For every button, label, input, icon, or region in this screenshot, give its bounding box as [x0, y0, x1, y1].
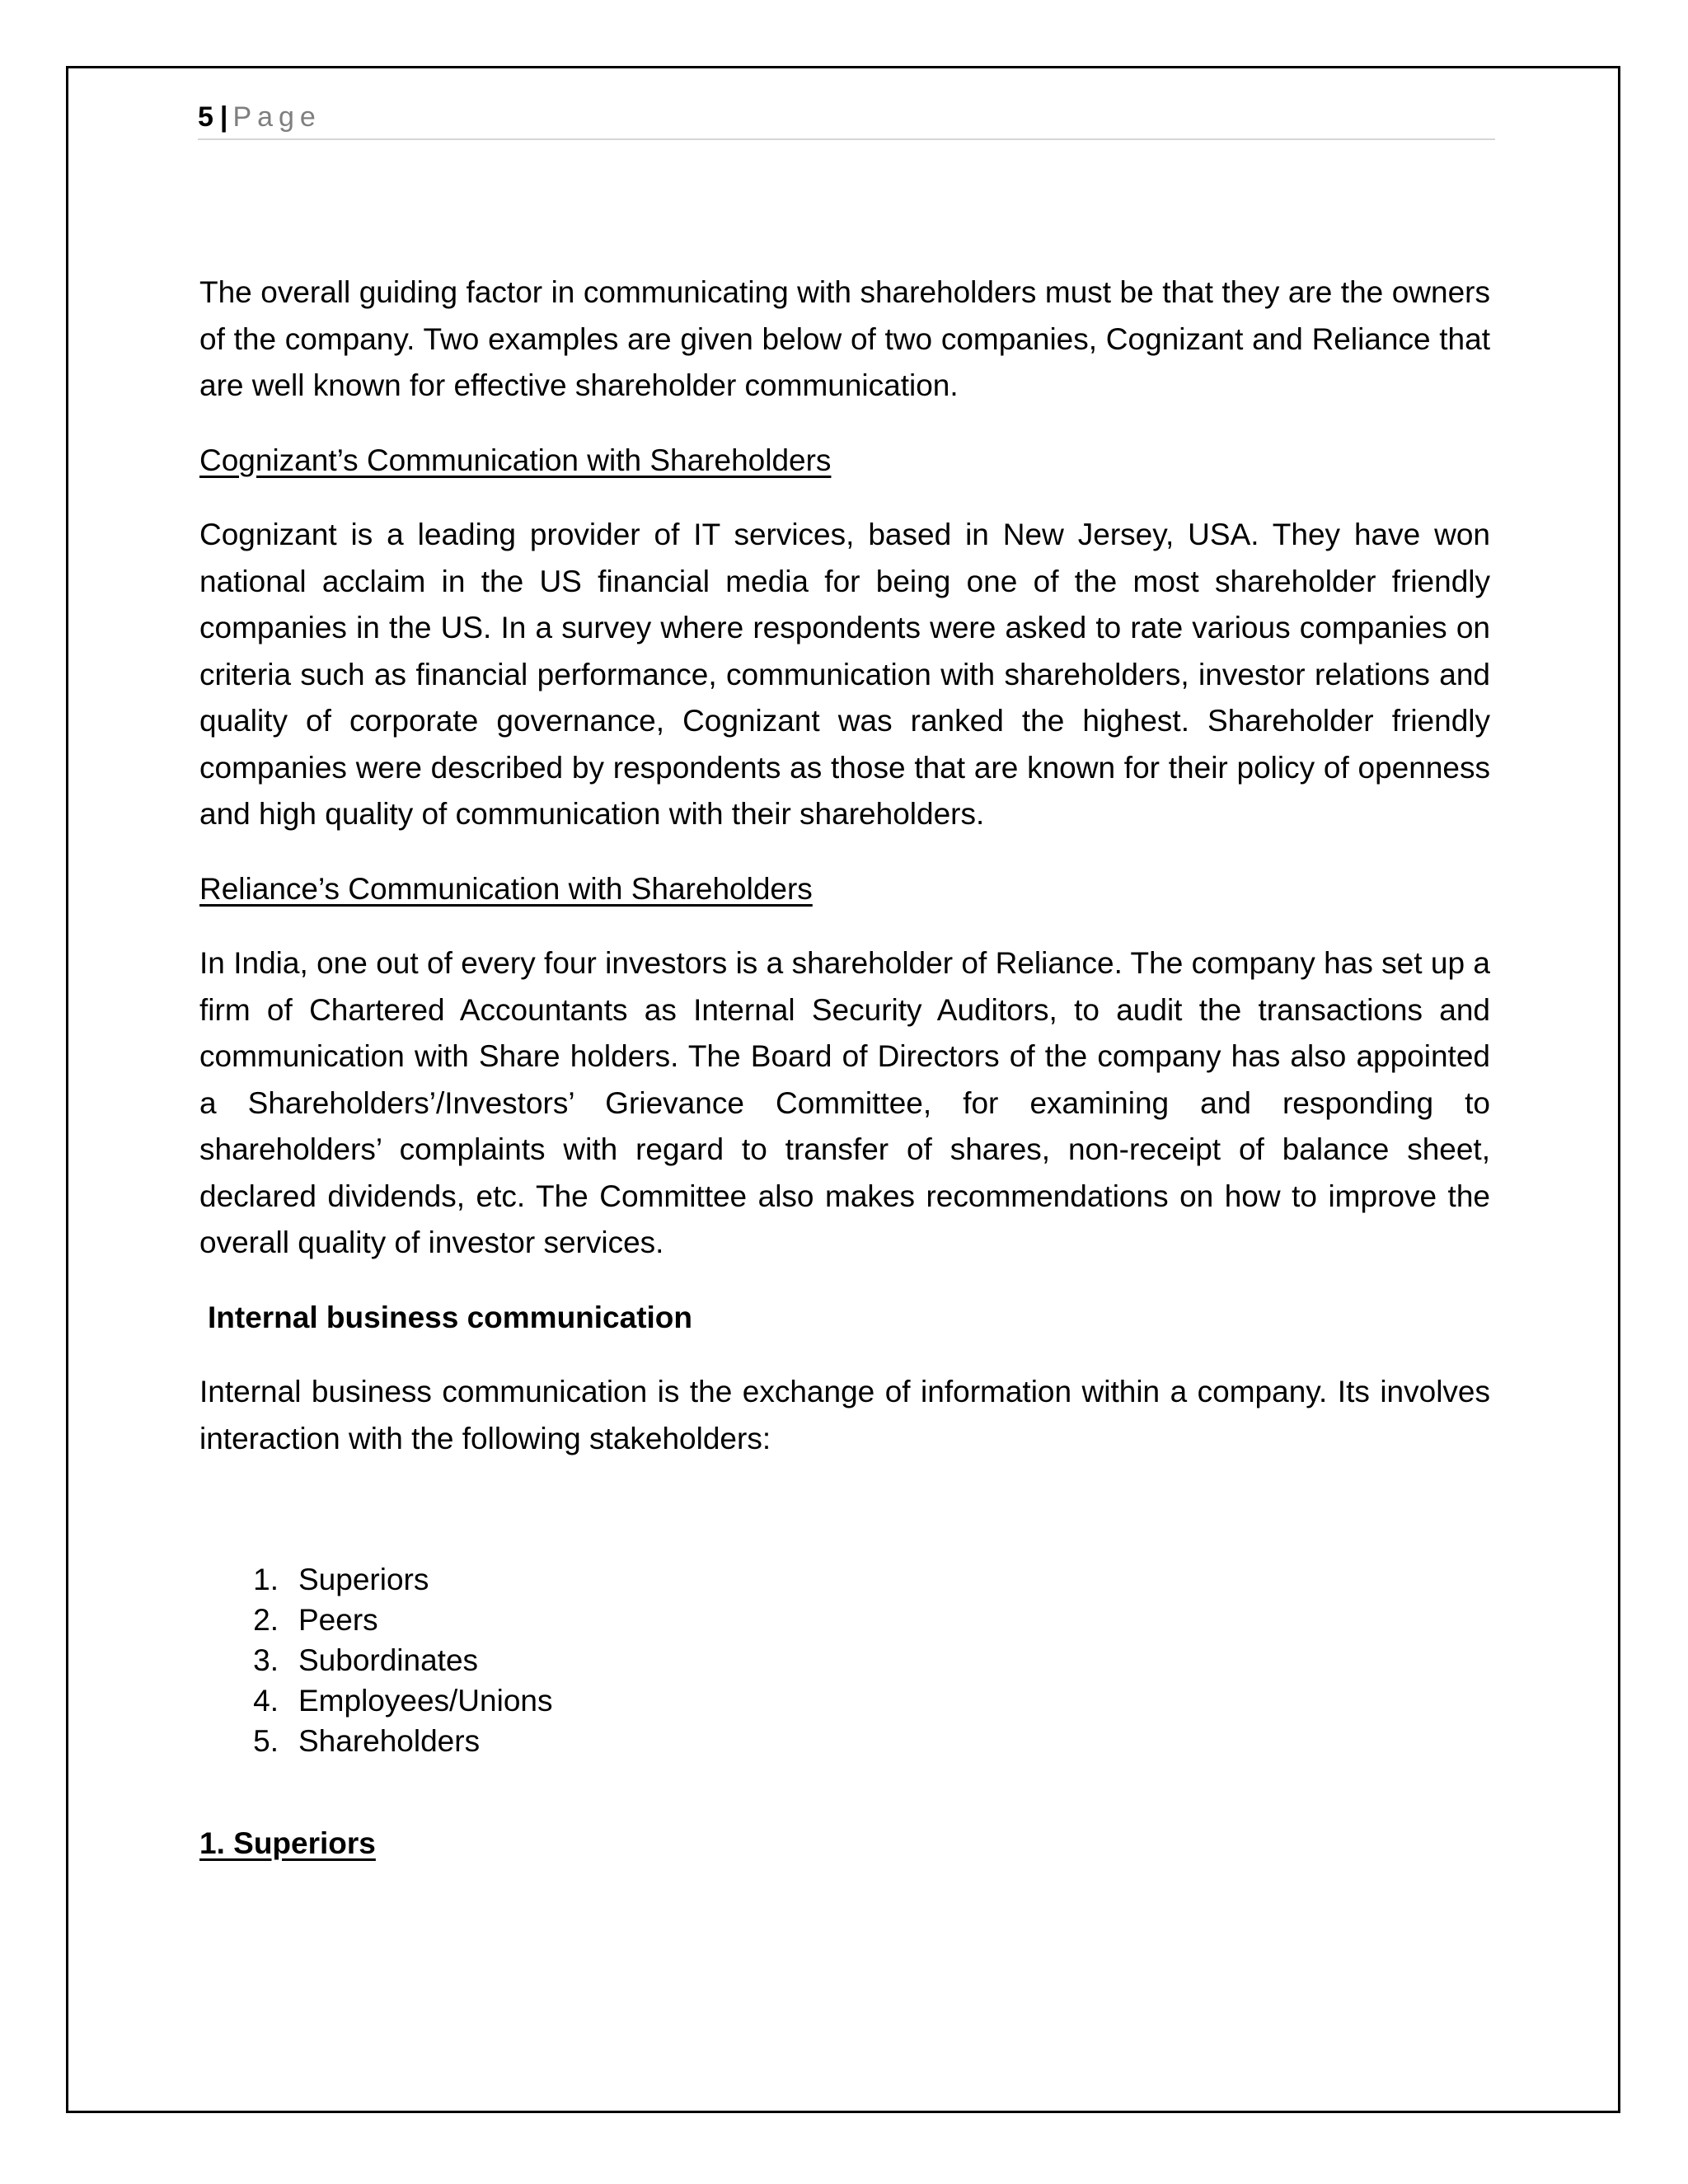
intro-paragraph: The overall guiding factor in communicating with shareholders must be that they are the owners of the company. Two examples are given below of two companies, Cognizant and Reliance that are well known for effective shareholder communication. [199, 275, 1490, 402]
list-item-label: Superiors [298, 1563, 429, 1596]
list-item-label: Employees/Unions [298, 1684, 553, 1718]
list-item-number: 1. [253, 1563, 279, 1596]
page-label: Page [232, 101, 321, 133]
list-item-number: 2. [253, 1603, 279, 1637]
list-item-label: Subordinates [298, 1643, 479, 1677]
internal-communication-paragraph: Internal business communication is the exchange of information within a company. Its involves interaction with the following stakeholders: [199, 1375, 1490, 1455]
list-item [199, 1680, 1490, 1721]
list-item-label: Peers [298, 1603, 378, 1637]
list-item-number: 3. [253, 1643, 279, 1677]
list-item-number: 5. [253, 1724, 279, 1758]
page-number: 5 [198, 101, 213, 133]
cognizant-heading: Cognizant’s Communication with Shareholders [199, 443, 832, 477]
list-item [199, 1600, 1490, 1640]
stakeholder-list [199, 1559, 1490, 1761]
page-header [198, 95, 1495, 140]
list-item [199, 1559, 1490, 1600]
list-item [199, 1640, 1490, 1680]
reliance-heading: Reliance’s Communication with Shareholders [199, 871, 813, 906]
list-item [199, 1721, 1490, 1761]
reliance-paragraph: In India, one out of every four investors is a shareholder of Reliance. The company has set up a firm of Chartered Accountants as Internal Security Auditors, to audit the transactions and communication with Share holders. The Board of Directors of the company has also appointed a Shareholders’/Investors’ Grievance Committee, for examining and responding to shareholders’ complaints with regard to transfer of shares, non-receipt of balance sheet, declared dividends, etc. The Committee also makes recommendations on how to improve the overall quality of investor services. [199, 946, 1490, 1259]
page-content [199, 269, 1490, 1868]
cognizant-paragraph: Cognizant is a leading provider of IT services, based in New Jersey, USA. They have won national acclaim in the US financial media for being one of the most shareholder friendly companies in the US. In a survey where respondents were asked to rate various companies on criteria such as financial performance, communication with shareholders, investor relations and quality of corporate governance, Cognizant was ranked the highest. Shareholder friendly companies were described by respondents as those that are known for their policy of openness and high quality of communication with their shareholders. [199, 518, 1490, 831]
list-item-label: Shareholders [298, 1724, 481, 1758]
header-separator: | [219, 101, 228, 133]
list-item-number: 4. [253, 1684, 279, 1718]
superiors-heading: 1. Superiors [199, 1826, 376, 1860]
internal-communication-heading: Internal business communication [208, 1300, 693, 1334]
